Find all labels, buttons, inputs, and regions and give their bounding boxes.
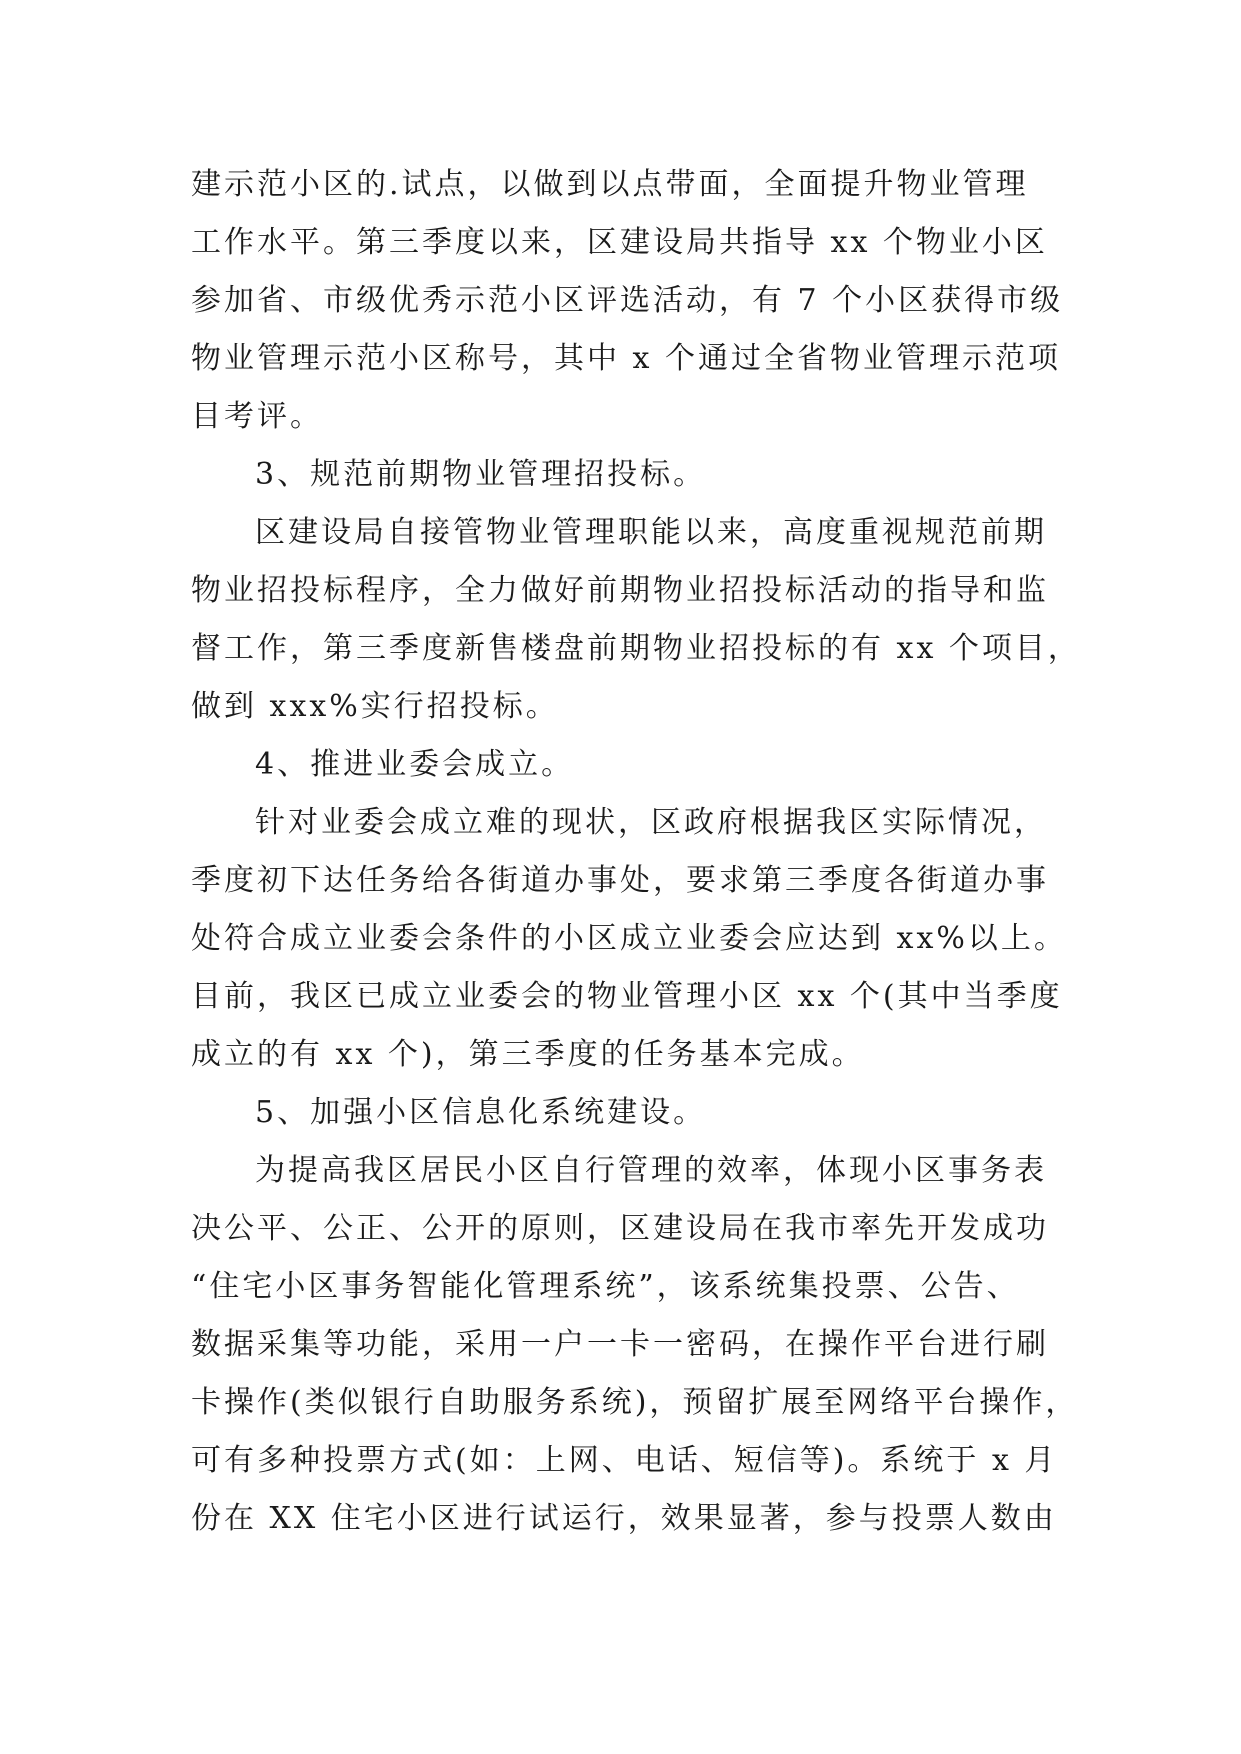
text-line: 卡操作(类似银行自助服务系统)，预留扩展至网络平台操作， — [191, 1385, 1079, 1420]
section-heading: 4、推进业委会成立。 — [255, 747, 575, 782]
text-line: 为提高我区居民小区自行管理的效率，体现小区事务表 — [255, 1153, 1047, 1188]
text-line: 数据采集等功能，采用一户一卡一密码，在操作平台进行刷 — [191, 1327, 1049, 1362]
section-heading: 3、规范前期物业管理招投标。 — [255, 457, 707, 492]
text-line: 针对业委会成立难的现状，区政府根据我区实际情况， — [255, 805, 1047, 840]
text-line: 可有多种投票方式(如：上网、电话、短信等)。系统于 x 月 — [191, 1443, 1058, 1478]
section-heading: 5、加强小区信息化系统建设。 — [255, 1095, 707, 1130]
text-line: 处符合成立业委会条件的小区成立业委会应达到 xx%以上。 — [191, 921, 1067, 956]
text-line: 物业招投标程序，全力做好前期物业招投标活动的指导和监 — [191, 573, 1049, 608]
text-line: 成立的有 xx 个)，第三季度的任务基本完成。 — [191, 1037, 865, 1072]
text-line: 工作水平。第三季度以来，区建设局共指导 xx 个物业小区 — [191, 225, 1048, 260]
document-body — [191, 156, 1081, 1548]
text-line: 参加省、市级优秀示范小区评选活动，有 7 个小区获得市级 — [191, 283, 1064, 318]
text-line: 目前，我区已成立业委会的物业管理小区 xx 个(其中当季度 — [191, 979, 1063, 1014]
text-line: 物业管理示范小区称号，其中 x 个通过全省物业管理示范项 — [191, 341, 1061, 376]
text-line: 决公平、公正、公开的原则，区建设局在我市率先开发成功 — [191, 1211, 1049, 1246]
text-line: 做到 xxx%实行招投标。 — [191, 689, 559, 724]
text-line: “住宅小区事务智能化管理系统”，该系统集投票、公告、 — [191, 1269, 1020, 1304]
text-line: 份在 XX 住宅小区进行试运行，效果显著，参与投票人数由 — [191, 1501, 1057, 1536]
text-line: 区建设局自接管物业管理职能以来，高度重视规范前期 — [255, 515, 1047, 550]
text-line: 季度初下达任务给各街道办事处，要求第三季度各街道办事 — [191, 863, 1049, 898]
text-line: 督工作，第三季度新售楼盘前期物业招投标的有 xx 个项目， — [191, 631, 1081, 666]
text-line: 目考评。 — [191, 399, 323, 434]
text-line: 建示范小区的.试点，以做到以点带面，全面提升物业管理 — [191, 167, 1029, 202]
